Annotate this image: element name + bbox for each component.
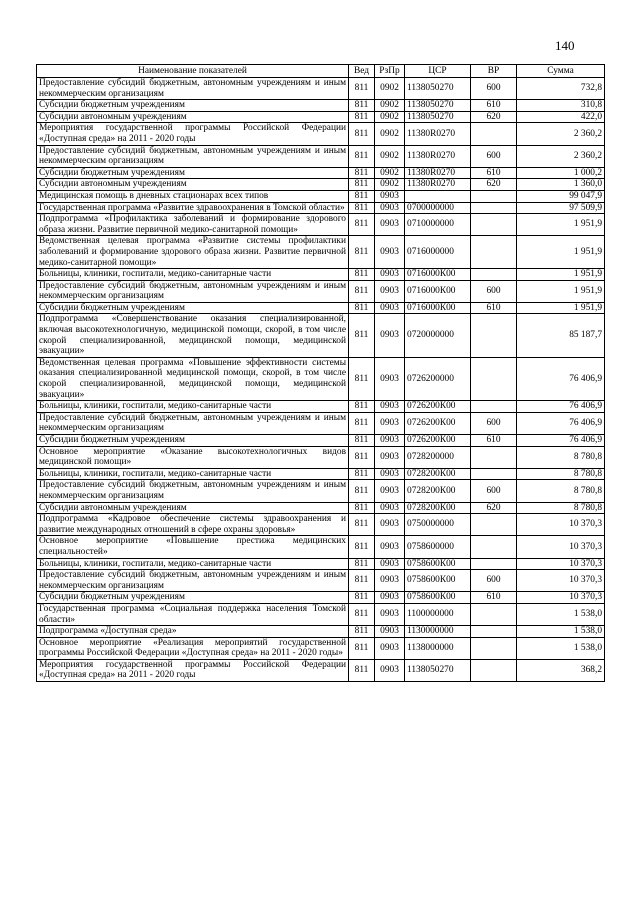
- cell-vr: [471, 514, 517, 536]
- cell-sum: 1 538,0: [517, 637, 605, 659]
- cell-csr: 1138050270: [405, 111, 471, 123]
- header-sum: Сумма: [517, 65, 605, 78]
- cell-name: Больницы, клиники, госпитали, медико-санитарные части: [37, 468, 349, 480]
- cell-rzpr: 0903: [375, 280, 405, 302]
- cell-vr: [471, 202, 517, 214]
- cell-vr: 600: [471, 480, 517, 502]
- cell-csr: 11380R0270: [405, 179, 471, 191]
- cell-vr: [471, 558, 517, 570]
- header-name: Наименование показателей: [37, 65, 349, 78]
- cell-sum: 732,8: [517, 78, 605, 100]
- cell-name: Субсидии автономным учреждениям: [37, 502, 349, 514]
- cell-ved: 811: [349, 190, 375, 202]
- cell-ved: 811: [349, 167, 375, 179]
- cell-rzpr: 0903: [375, 412, 405, 434]
- cell-vr: [471, 357, 517, 400]
- cell-vr: [471, 214, 517, 236]
- cell-rzpr: 0903: [375, 269, 405, 281]
- cell-sum: 1 000,2: [517, 167, 605, 179]
- cell-vr: 610: [471, 435, 517, 447]
- cell-vr: 600: [471, 145, 517, 167]
- cell-name: Субсидии автономным учреждениям: [37, 111, 349, 123]
- cell-sum: 2 360,2: [517, 145, 605, 167]
- cell-name: Субсидии бюджетным учреждениям: [37, 302, 349, 314]
- cell-rzpr: 0903: [375, 558, 405, 570]
- cell-ved: 811: [349, 236, 375, 269]
- cell-rzpr: 0902: [375, 123, 405, 145]
- cell-ved: 811: [349, 592, 375, 604]
- table-row: [37, 468, 605, 480]
- cell-name: Ведомственная целевая программа «Повышение эффективности системы оказания специализированной медицинской помощи, скорой, в том числе скорой специализированной, медицинской помощи, медицинской эвакуации»: [37, 357, 349, 400]
- cell-name: Субсидии бюджетным учреждениям: [37, 435, 349, 447]
- cell-rzpr: 0903: [375, 626, 405, 638]
- cell-csr: 0758600К00: [405, 592, 471, 604]
- cell-csr: 0728200000: [405, 446, 471, 468]
- cell-vr: 600: [471, 412, 517, 434]
- table-row: [37, 280, 605, 302]
- table-row: [37, 78, 605, 100]
- cell-rzpr: 0903: [375, 480, 405, 502]
- cell-sum: 85 187,7: [517, 314, 605, 357]
- cell-csr: 11380R0270: [405, 145, 471, 167]
- table-row: [37, 536, 605, 558]
- cell-name: Субсидии бюджетным учреждениям: [37, 167, 349, 179]
- table-row: [37, 167, 605, 179]
- cell-sum: 1 951,9: [517, 236, 605, 269]
- cell-csr: 11380R0270: [405, 123, 471, 145]
- cell-ved: 811: [349, 401, 375, 413]
- cell-ved: 811: [349, 468, 375, 480]
- cell-csr: 0758600000: [405, 536, 471, 558]
- cell-name: Субсидии автономным учреждениям: [37, 179, 349, 191]
- cell-rzpr: 0902: [375, 167, 405, 179]
- cell-vr: [471, 236, 517, 269]
- cell-csr: 0716000К00: [405, 302, 471, 314]
- cell-name: Подпрограмма «Доступная среда»: [37, 626, 349, 638]
- cell-sum: 1 360,0: [517, 179, 605, 191]
- table-row: [37, 502, 605, 514]
- cell-sum: 10 370,3: [517, 592, 605, 604]
- cell-name: Субсидии бюджетным учреждениям: [37, 592, 349, 604]
- cell-sum: 76 406,9: [517, 357, 605, 400]
- table-row: [37, 357, 605, 400]
- table-row: [37, 111, 605, 123]
- table-row: [37, 659, 605, 681]
- cell-csr: 0728200К00: [405, 502, 471, 514]
- cell-vr: 610: [471, 302, 517, 314]
- budget-table: [36, 64, 605, 682]
- cell-sum: 8 780,8: [517, 468, 605, 480]
- cell-ved: 811: [349, 412, 375, 434]
- header-csr: ЦСР: [405, 65, 471, 78]
- cell-ved: 811: [349, 637, 375, 659]
- cell-name: Подпрограмма «Кадровое обеспечение системы здравоохранения и развитие международных отношений в сфере охраны здоровья»: [37, 514, 349, 536]
- cell-csr: 11380R0270: [405, 167, 471, 179]
- cell-rzpr: 0903: [375, 637, 405, 659]
- cell-vr: [471, 603, 517, 625]
- cell-sum: 422,0: [517, 111, 605, 123]
- table-row: [37, 179, 605, 191]
- cell-ved: 811: [349, 100, 375, 112]
- cell-csr: 0726200К00: [405, 412, 471, 434]
- cell-vr: 620: [471, 111, 517, 123]
- cell-rzpr: 0903: [375, 603, 405, 625]
- cell-sum: 2 360,2: [517, 123, 605, 145]
- cell-vr: [471, 536, 517, 558]
- cell-csr: 1130000000: [405, 626, 471, 638]
- cell-vr: 610: [471, 100, 517, 112]
- cell-name: Предоставление субсидий бюджетным, автономным учреждениям и иным некоммерческим организациям: [37, 480, 349, 502]
- table-row: [37, 202, 605, 214]
- cell-ved: 811: [349, 214, 375, 236]
- cell-sum: 8 780,8: [517, 446, 605, 468]
- table-row: [37, 412, 605, 434]
- cell-csr: 1138050270: [405, 100, 471, 112]
- cell-name: Мероприятия государственной программы Российской Федерации «Доступная среда» на 2011 - 2020 годы: [37, 659, 349, 681]
- cell-name: Подпрограмма «Совершенствование оказания специализированной, включая высокотехнологичную, медицинской помощи, скорой, в том числе скорой специализированной, медицинской помощи, медицинской эвакуации»: [37, 314, 349, 357]
- cell-sum: 8 780,8: [517, 480, 605, 502]
- table-row: [37, 570, 605, 592]
- cell-sum: 8 780,8: [517, 502, 605, 514]
- cell-rzpr: 0902: [375, 78, 405, 100]
- cell-rzpr: 0903: [375, 302, 405, 314]
- cell-ved: 811: [349, 123, 375, 145]
- cell-sum: 1 538,0: [517, 603, 605, 625]
- cell-name: Больницы, клиники, госпитали, медико-санитарные части: [37, 401, 349, 413]
- cell-vr: 610: [471, 592, 517, 604]
- cell-name: Ведомственная целевая программа «Развитие системы профилактики заболеваний и формирование здорового образа жизни. Развитие первичной медико-санитарной помощи»: [37, 236, 349, 269]
- cell-csr: 0700000000: [405, 202, 471, 214]
- cell-name: Предоставление субсидий бюджетным, автономным учреждениям и иным некоммерческим организациям: [37, 280, 349, 302]
- cell-csr: 0726200000: [405, 357, 471, 400]
- header-vr: ВР: [471, 65, 517, 78]
- cell-vr: [471, 468, 517, 480]
- cell-name: Предоставление субсидий бюджетным, автономным учреждениям и иным некоммерческим организациям: [37, 78, 349, 100]
- header-rzpr: РзПр: [375, 65, 405, 78]
- cell-ved: 811: [349, 536, 375, 558]
- cell-sum: 10 370,3: [517, 536, 605, 558]
- cell-sum: 1 538,0: [517, 626, 605, 638]
- cell-sum: 76 406,9: [517, 401, 605, 413]
- cell-name: Больницы, клиники, госпитали, медико-санитарные части: [37, 558, 349, 570]
- cell-sum: 97 509,9: [517, 202, 605, 214]
- cell-vr: [471, 190, 517, 202]
- cell-rzpr: 0903: [375, 401, 405, 413]
- cell-rzpr: 0903: [375, 446, 405, 468]
- cell-csr: 0710000000: [405, 214, 471, 236]
- cell-vr: 600: [471, 570, 517, 592]
- cell-vr: [471, 401, 517, 413]
- cell-ved: 811: [349, 357, 375, 400]
- cell-rzpr: 0903: [375, 357, 405, 400]
- cell-ved: 811: [349, 446, 375, 468]
- cell-rzpr: 0903: [375, 190, 405, 202]
- cell-sum: 1 951,9: [517, 302, 605, 314]
- cell-rzpr: 0903: [375, 514, 405, 536]
- table-header-row: [37, 65, 605, 78]
- cell-name: Мероприятия государственной программы Российской Федерации «Доступная среда» на 2011 - 2020 годы: [37, 123, 349, 145]
- cell-rzpr: 0902: [375, 111, 405, 123]
- table-row: [37, 592, 605, 604]
- table-row: [37, 145, 605, 167]
- cell-csr: 0726200К00: [405, 401, 471, 413]
- cell-ved: 811: [349, 202, 375, 214]
- table-row: [37, 190, 605, 202]
- cell-vr: [471, 123, 517, 145]
- cell-csr: 1138050270: [405, 78, 471, 100]
- cell-csr: 1138050270: [405, 659, 471, 681]
- cell-vr: [471, 637, 517, 659]
- cell-rzpr: 0903: [375, 314, 405, 357]
- cell-csr: 0716000000: [405, 236, 471, 269]
- cell-rzpr: 0902: [375, 145, 405, 167]
- cell-rzpr: 0903: [375, 202, 405, 214]
- cell-sum: 10 370,3: [517, 570, 605, 592]
- cell-csr: 0720000000: [405, 314, 471, 357]
- cell-rzpr: 0903: [375, 659, 405, 681]
- cell-rzpr: 0903: [375, 435, 405, 447]
- page-number: 140: [555, 38, 575, 53]
- cell-ved: 811: [349, 558, 375, 570]
- cell-csr: 0750000000: [405, 514, 471, 536]
- cell-vr: [471, 446, 517, 468]
- cell-rzpr: 0903: [375, 214, 405, 236]
- cell-name: Предоставление субсидий бюджетным, автономным учреждениям и иным некоммерческим организациям: [37, 145, 349, 167]
- cell-sum: 1 951,9: [517, 269, 605, 281]
- cell-sum: 1 951,9: [517, 214, 605, 236]
- cell-ved: 811: [349, 269, 375, 281]
- cell-ved: 811: [349, 570, 375, 592]
- cell-csr: 1100000000: [405, 603, 471, 625]
- cell-sum: 76 406,9: [517, 412, 605, 434]
- cell-csr: [405, 190, 471, 202]
- cell-ved: 811: [349, 502, 375, 514]
- cell-name: Государственная программа «Развитие здравоохранения в Томской области»: [37, 202, 349, 214]
- table-row: [37, 626, 605, 638]
- cell-rzpr: 0902: [375, 179, 405, 191]
- cell-name: Подпрограмма «Профилактика заболеваний и формирование здорового образа жизни. Развитие первичной медико-санитарной помощи»: [37, 214, 349, 236]
- cell-vr: [471, 659, 517, 681]
- cell-rzpr: 0903: [375, 536, 405, 558]
- cell-ved: 811: [349, 179, 375, 191]
- cell-ved: 811: [349, 659, 375, 681]
- cell-name: Предоставление субсидий бюджетным, автономным учреждениям и иным некоммерческим организациям: [37, 570, 349, 592]
- table-row: [37, 603, 605, 625]
- table-row: [37, 401, 605, 413]
- cell-sum: 1 951,9: [517, 280, 605, 302]
- table-row: [37, 637, 605, 659]
- cell-ved: 811: [349, 435, 375, 447]
- cell-sum: 99 047,9: [517, 190, 605, 202]
- header-ved: Вед: [349, 65, 375, 78]
- cell-rzpr: 0903: [375, 236, 405, 269]
- cell-ved: 811: [349, 480, 375, 502]
- table-row: [37, 514, 605, 536]
- cell-vr: [471, 269, 517, 281]
- cell-sum: 368,2: [517, 659, 605, 681]
- table-row: [37, 558, 605, 570]
- cell-rzpr: 0902: [375, 100, 405, 112]
- cell-vr: 600: [471, 280, 517, 302]
- cell-csr: 1138000000: [405, 637, 471, 659]
- table-row: [37, 480, 605, 502]
- cell-ved: 811: [349, 302, 375, 314]
- cell-sum: 76 406,9: [517, 435, 605, 447]
- table-row: [37, 100, 605, 112]
- cell-name: Предоставление субсидий бюджетным, автономным учреждениям и иным некоммерческим организациям: [37, 412, 349, 434]
- cell-csr: 0758600К00: [405, 558, 471, 570]
- cell-vr: [471, 314, 517, 357]
- cell-ved: 811: [349, 78, 375, 100]
- cell-rzpr: 0903: [375, 570, 405, 592]
- table-row: [37, 446, 605, 468]
- cell-csr: 0726200К00: [405, 435, 471, 447]
- cell-vr: 620: [471, 502, 517, 514]
- cell-name: Государственная программа «Социальная поддержка населения Томской области»: [37, 603, 349, 625]
- cell-csr: 0758600К00: [405, 570, 471, 592]
- cell-sum: 10 370,3: [517, 558, 605, 570]
- cell-vr: 610: [471, 167, 517, 179]
- table-row: [37, 236, 605, 269]
- cell-vr: 600: [471, 78, 517, 100]
- cell-csr: 0716000К00: [405, 280, 471, 302]
- cell-vr: [471, 626, 517, 638]
- table-row: [37, 123, 605, 145]
- cell-rzpr: 0903: [375, 592, 405, 604]
- table-row: [37, 314, 605, 357]
- table-row: [37, 435, 605, 447]
- cell-ved: 811: [349, 280, 375, 302]
- cell-name: Основное мероприятие «Реализация мероприятий государственной программы Российской Федерации «Доступная среда» на 2011 - 2020 годы»: [37, 637, 349, 659]
- table-row: [37, 214, 605, 236]
- table-row: [37, 269, 605, 281]
- cell-sum: 310,8: [517, 100, 605, 112]
- cell-vr: 620: [471, 179, 517, 191]
- cell-ved: 811: [349, 111, 375, 123]
- table-body: [37, 78, 605, 682]
- cell-rzpr: 0903: [375, 502, 405, 514]
- cell-ved: 811: [349, 626, 375, 638]
- cell-ved: 811: [349, 314, 375, 357]
- cell-csr: 0728200К00: [405, 468, 471, 480]
- cell-rzpr: 0903: [375, 468, 405, 480]
- cell-name: Медицинская помощь в дневных стационарах всех типов: [37, 190, 349, 202]
- cell-ved: 811: [349, 514, 375, 536]
- cell-sum: 10 370,3: [517, 514, 605, 536]
- cell-ved: 811: [349, 145, 375, 167]
- cell-name: Основное мероприятие «Повышение престижа медицинских специальностей»: [37, 536, 349, 558]
- cell-csr: 0716000К00: [405, 269, 471, 281]
- cell-name: Больницы, клиники, госпитали, медико-санитарные части: [37, 269, 349, 281]
- cell-name: Субсидии бюджетным учреждениям: [37, 100, 349, 112]
- cell-name: Основное мероприятие «Оказание высокотехнологичных видов медицинской помощи»: [37, 446, 349, 468]
- cell-ved: 811: [349, 603, 375, 625]
- table-row: [37, 302, 605, 314]
- cell-csr: 0728200К00: [405, 480, 471, 502]
